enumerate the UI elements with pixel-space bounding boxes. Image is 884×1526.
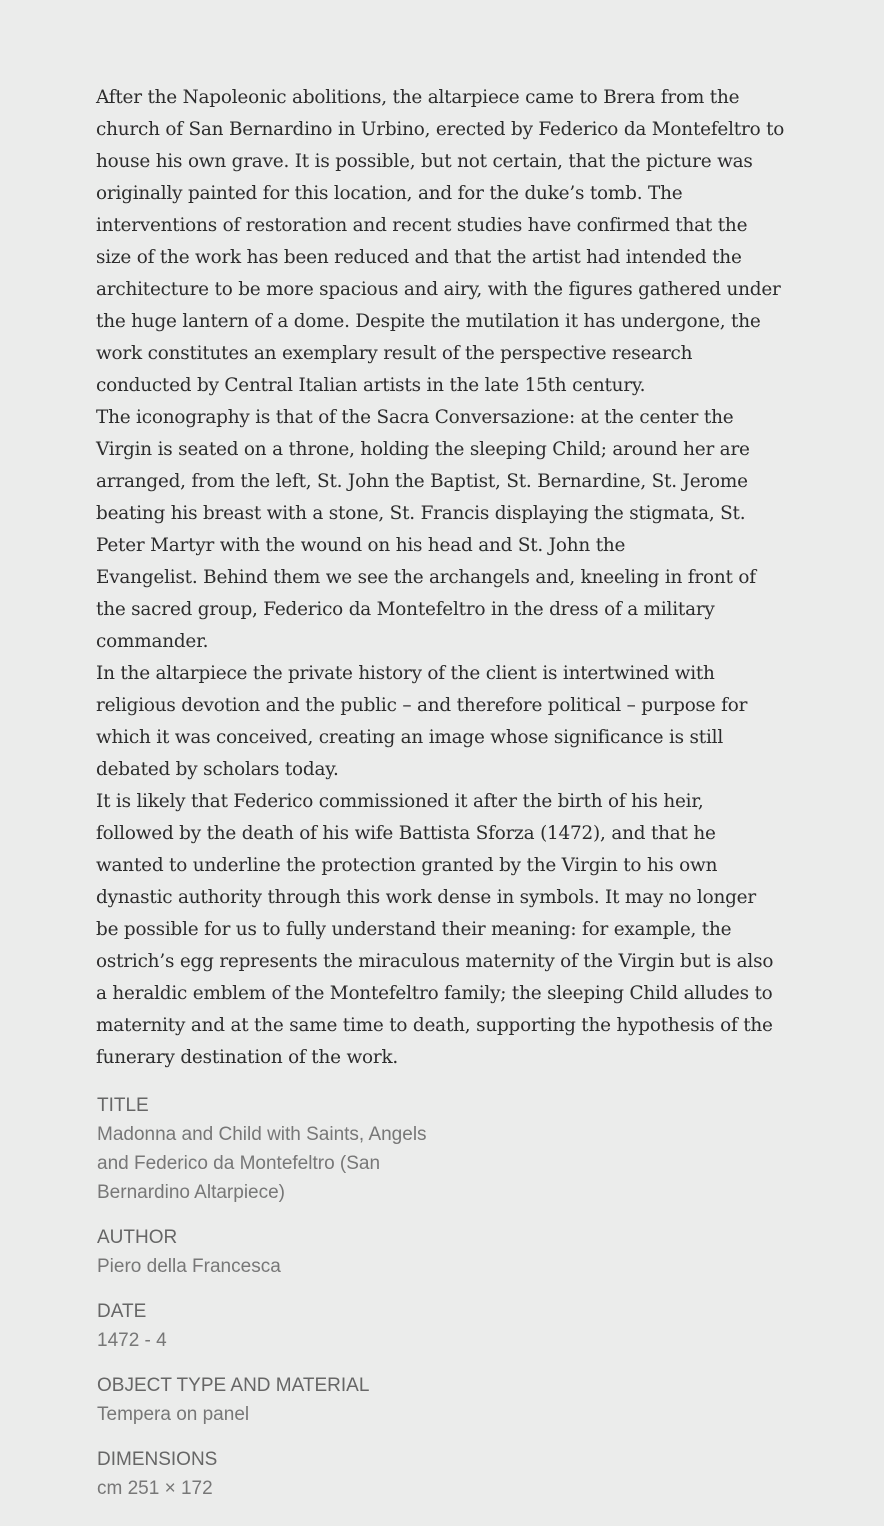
dimensions-field — [97, 1446, 477, 1503]
description-paragraph: The iconography is that of the Sacra Conversazione: at the center the Virgin is seated on a throne, holding the sleeping Child; around her are arranged, from the left, St. John the Baptist, St. Bernardine, St. Jerome beating his breast with a stone, St. Francis displaying the stigmata, St. Peter Martyr with the wound on his head and St. John the Evangelist. Behind them we see the archangels and, kneeling in front of the sacred group, Federico da Montefeltro in the dress of a military commander. — [96, 407, 756, 652]
dimensions-value: cm 251 × 172 — [97, 1478, 213, 1499]
description-paragraph: After the Napoleonic abolitions, the altarpiece came to Brera from the church of San Bernardino in Urbino, erected by Federico da Montefeltro to house his own grave. It is possible, but not certain, that the picture was originally painted for this location, and for the duke’s tomb. The interventions of restoration and recent studies have confirmed that the size of the work has been reduced and that the artist had intended the architecture to be more spacious and airy, with the figures gathered under the huge lantern of a dome. Despite the mutilation it has undergone, the work constitutes an exemplary result of the perspective research conducted by Central Italian artists in the late 15th century. — [96, 87, 785, 396]
artwork-description — [96, 82, 786, 1074]
description-paragraph: It is likely that Federico commissioned it after the birth of his heir, followed by the death of his wife Battista Sforza (1472), and that he wanted to underline the protection granted by the Virgin to his own dynastic authority through this work dense in symbols. It may no longer be possible for us to fully understand their meaning: for example, the ostrich’s egg represents the miraculous maternity of the Virgin but is also a heraldic emblem of the Montefeltro family; the sleeping Child alludes to maternity and at the same time to death, supporting the hypothesis of the funerary destination of the work. — [96, 791, 774, 1068]
author-value: Piero della Francesca — [97, 1256, 281, 1277]
date-field — [97, 1298, 477, 1355]
object-type-label: OBJECT TYPE AND MATERIAL — [97, 1375, 370, 1396]
artwork-metadata — [97, 1092, 477, 1520]
dimensions-label: DIMENSIONS — [97, 1449, 218, 1470]
author-field — [97, 1224, 477, 1281]
title-label: TITLE — [97, 1095, 149, 1116]
title-value: Madonna and Child with Saints, Angels and Federico da Montefeltro (San Bernardino Altarpiece) — [97, 1124, 427, 1203]
description-paragraph: In the altarpiece the private history of the client is intertwined with religious devotion and the public – and therefore political – purpose for which it was conceived, creating an image whose significance is still debated by scholars today. — [96, 663, 748, 780]
object-type-field — [97, 1372, 477, 1429]
author-label: AUTHOR — [97, 1227, 178, 1248]
object-type-value: Tempera on panel — [97, 1404, 250, 1425]
date-label: DATE — [97, 1301, 147, 1322]
date-value: 1472 - 4 — [97, 1330, 167, 1351]
title-field — [97, 1092, 477, 1207]
